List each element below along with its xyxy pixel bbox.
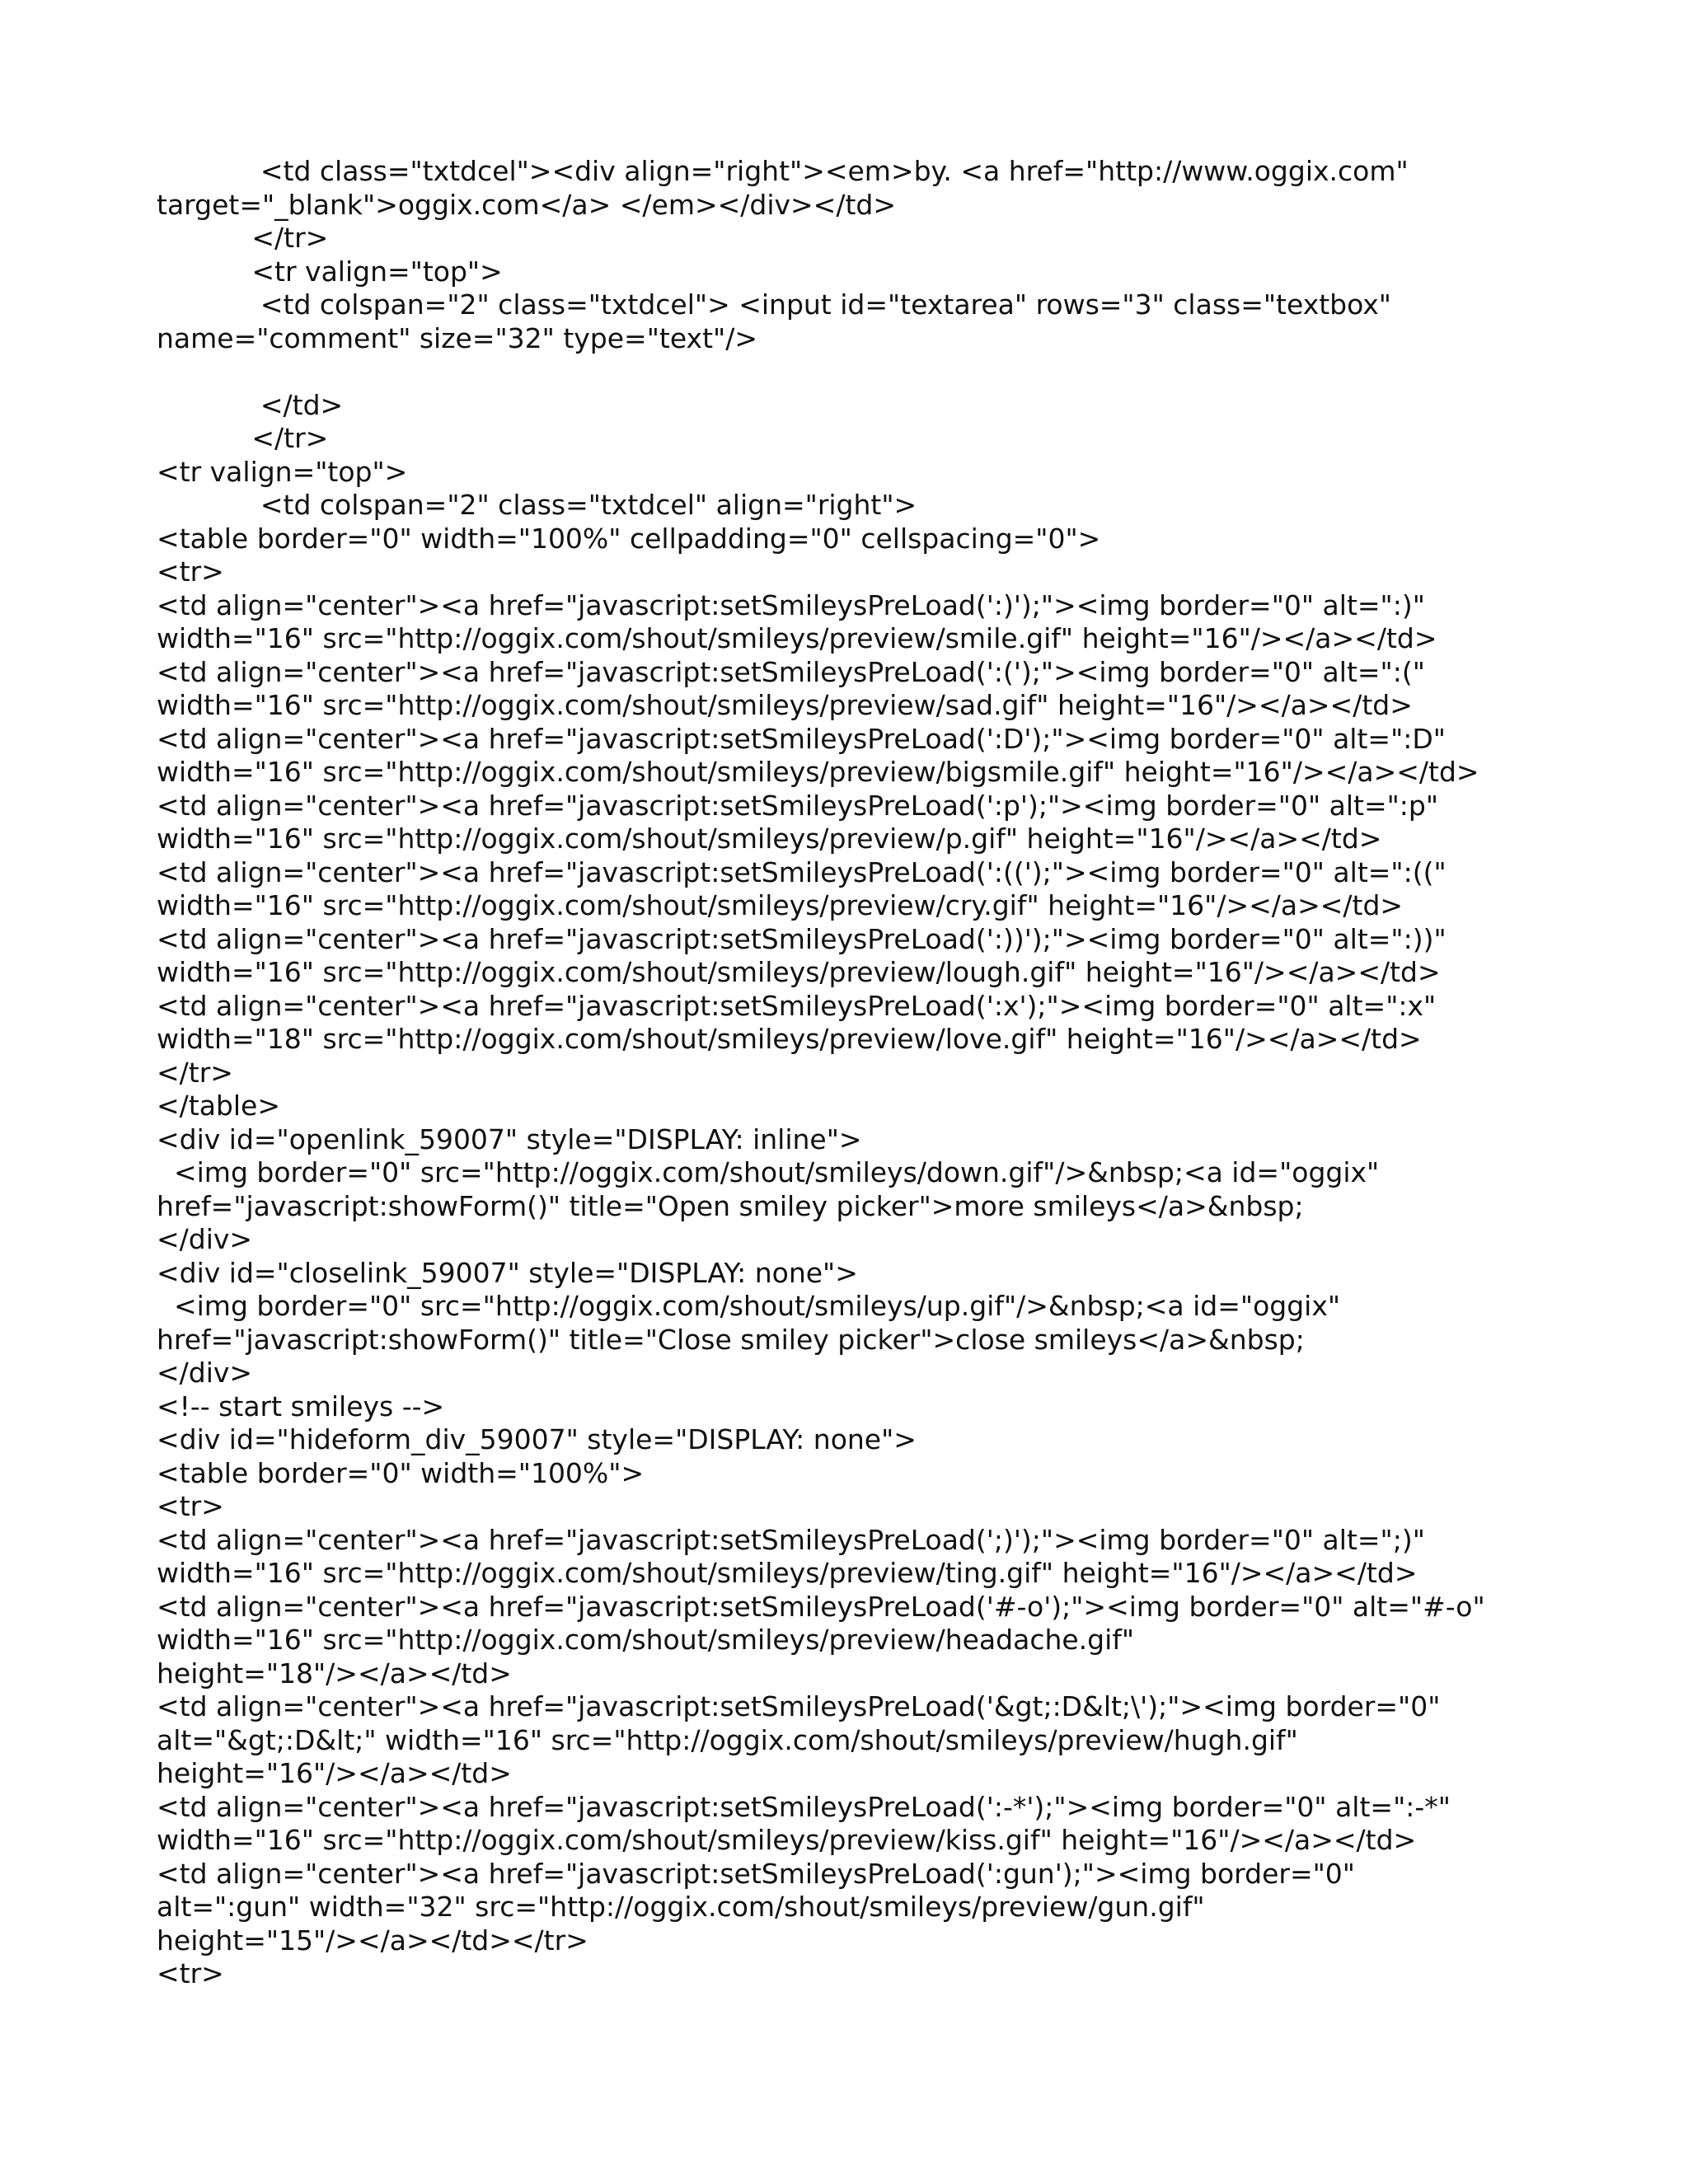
code-line: width="16" src="http://oggix.com/shout/smileys/preview/ting.gif" height="16"/></a></td> (157, 1557, 1418, 1589)
code-line: <tr valign="top"> (157, 455, 408, 488)
code-line: <div id="closelink_59007" style="DISPLAY: none"> (157, 1256, 858, 1289)
code-line: height="15"/></a></td></tr> (157, 1924, 588, 1957)
code-line: </table> (157, 1090, 280, 1122)
code-line: </td> (157, 388, 344, 421)
code-line: <td align="center"><a href="javascript:setSmileysPreLoad(':((');"><img border="0" alt=":((" (157, 855, 1447, 888)
code-line: <td align="center"><a href="javascript:setSmileysPreLoad(';)');"><img border="0" alt=";)" (157, 1523, 1425, 1556)
code-line: width="18" src="http://oggix.com/shout/smileys/preview/love.gif" height="16"/></a></td> (157, 1023, 1422, 1055)
code-line: </tr> (157, 1056, 233, 1089)
code-line: <td align="center"><a href="javascript:setSmileysPreLoad(':gun');"><img border="0" (157, 1857, 1355, 1890)
code-line: <img border="0" src="http://oggix.com/shout/smileys/up.gif"/>&nbsp;<a id="oggix" (157, 1290, 1341, 1322)
code-line: width="16" src="http://oggix.com/shout/smileys/preview/lough.gif" height="16"/></a></td> (157, 956, 1441, 988)
code-line: <td align="center"><a href="javascript:setSmileysPreLoad('&gt;:D&lt;\');"><img border="0" (157, 1690, 1441, 1722)
code-line: <tr> (157, 1957, 224, 1990)
code-line: <img border="0" src="http://oggix.com/shout/smileys/down.gif"/>&nbsp;<a id="oggix" (157, 1156, 1380, 1188)
code-line: <td align="center"><a href="javascript:setSmileysPreLoad(':-*');"><img border="0" alt=":-*" (157, 1790, 1451, 1823)
code-line (157, 355, 1558, 389)
code-line: height="18"/></a></td> (157, 1657, 512, 1690)
code-line: <table border="0" width="100%" cellpadding="0" cellspacing="0"> (157, 522, 1101, 555)
code-line: <div id="openlink_59007" style="DISPLAY: inline"> (157, 1122, 862, 1155)
code-line: <tr> (157, 555, 224, 588)
code-line: <tr valign="top"> (157, 255, 503, 288)
code-line: <td align="center"><a href="javascript:setSmileysPreLoad(':p');"><img border="0" alt=":p" (157, 789, 1439, 822)
code-line: <td class="txtdcel"><div align="right"><em>by. <a href="http://www.oggix.com" (157, 155, 1409, 187)
code-line: alt=":gun" width="32" src="http://oggix.com/shout/smileys/preview/gun.gif" (157, 1891, 1205, 1923)
code-line: target="_blank">oggix.com</a> </em></div></td> (157, 188, 896, 221)
code-line: href="javascript:showForm()" title="Close smiley picker">close smileys</a>&nbsp; (157, 1323, 1305, 1356)
code-line: </tr> (157, 222, 329, 254)
code-line: <div id="hideform_div_59007" style="DISPLAY: none"> (157, 1423, 917, 1455)
code-line: <table border="0" width="100%"> (157, 1456, 645, 1489)
code-line: name="comment" size="32" type="text"/> (157, 321, 757, 354)
code-line: <td align="center"><a href="javascript:setSmileysPreLoad(':D');"><img border="0" alt=":D" (157, 722, 1446, 755)
code-line: width="16" src="http://oggix.com/shout/smileys/preview/p.gif" height="16"/></a></td> (157, 823, 1382, 855)
code-line: <td align="center"><a href="javascript:setSmileysPreLoad(':x');"><img border="0" alt=":x" (157, 989, 1437, 1022)
code-line: <td align="center"><a href="javascript:setSmileysPreLoad('#-o');"><img border="0" alt="#-o" (157, 1590, 1485, 1623)
code-line: <td colspan="2" class="txtdcel" align="right"> (157, 489, 917, 521)
code-line: alt="&gt;:D&lt;" width="16" src="http://oggix.com/shout/smileys/preview/hugh.gif" (157, 1723, 1298, 1756)
code-line: <!-- start smileys --> (157, 1390, 445, 1422)
code-line: href="javascript:showForm()" title="Open smiley picker">more smileys</a>&nbsp; (157, 1189, 1304, 1222)
code-line: <td align="center"><a href="javascript:setSmileysPreLoad(':))');"><img border="0" alt=":))" (157, 922, 1447, 955)
code-line: width="16" src="http://oggix.com/shout/smileys/preview/headache.gif" (157, 1624, 1135, 1656)
code-line: width="16" src="http://oggix.com/shout/smileys/preview/cry.gif" height="16"/></a></td> (157, 889, 1404, 921)
code-line: height="16"/></a></td> (157, 1757, 512, 1789)
code-line: width="16" src="http://oggix.com/shout/smileys/preview/smile.gif" height="16"/></a></td> (157, 622, 1437, 654)
code-line: </tr> (157, 422, 329, 454)
code-line: <tr> (157, 1490, 224, 1522)
code-line: <td align="center"><a href="javascript:setSmileysPreLoad(':(');"><img border="0" alt=":(" (157, 655, 1425, 688)
code-line: </div> (157, 1357, 253, 1389)
code-line: width="16" src="http://oggix.com/shout/smileys/preview/sad.gif" height="16"/></a></td> (157, 689, 1413, 721)
code-line: </div> (157, 1223, 253, 1255)
code-line: <td colspan="2" class="txtdcel"> <input id="textarea" rows="3" class="textbox" (157, 288, 1391, 321)
code-line: <td align="center"><a href="javascript:setSmileysPreLoad(':)');"><img border="0" alt=":)" (157, 588, 1425, 621)
html-source-text (157, 155, 1558, 1991)
code-line: width="16" src="http://oggix.com/shout/smileys/preview/bigsmile.gif" height="16"/></a></td> (157, 756, 1479, 788)
code-line: width="16" src="http://oggix.com/shout/smileys/preview/kiss.gif" height="16"/></a></td> (157, 1824, 1417, 1856)
